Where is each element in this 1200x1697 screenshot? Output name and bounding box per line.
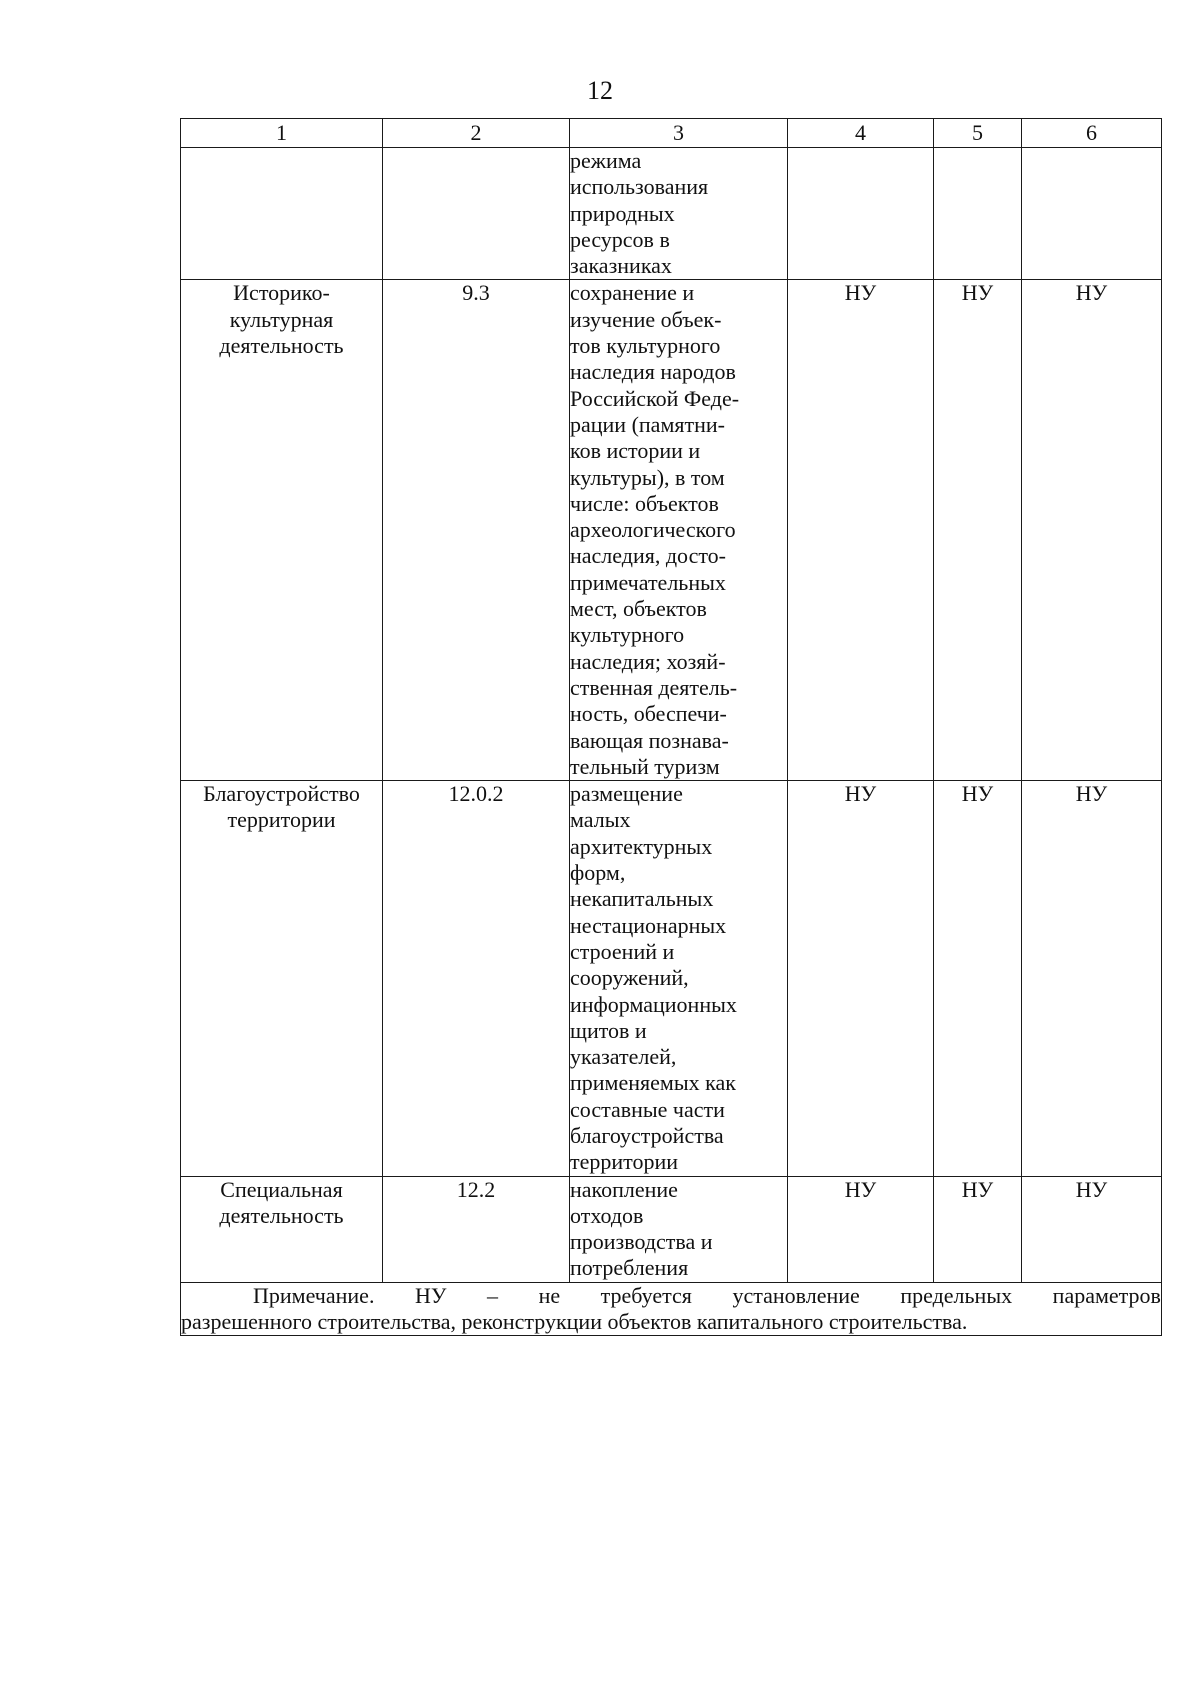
activity-name-line: Благоустройство [203, 781, 360, 807]
description-line: ность, обеспечи- [570, 701, 727, 727]
description-line: нестационарных [570, 912, 727, 938]
param-cell-6: НУ [1022, 280, 1162, 781]
description-line: территории [570, 1149, 679, 1175]
code-cell: 12.0.2 [383, 781, 570, 1176]
param-cell-4 [788, 148, 934, 280]
param-cell-5: НУ [934, 781, 1022, 1176]
description-line: режима [570, 148, 642, 173]
description-line: Российской Феде- [570, 385, 740, 411]
description-line: наследия, досто- [570, 543, 726, 569]
description-line: сооружений, [570, 965, 689, 991]
description-line: вающая познава- [570, 727, 729, 753]
description-line: тов культурного [570, 333, 721, 359]
description-cell [570, 1176, 788, 1282]
description-line: тельный туризм [570, 753, 720, 779]
param-cell-4: НУ [788, 781, 934, 1176]
description-line: составные части [570, 1096, 725, 1122]
activity-name-line: деятельность [219, 333, 344, 359]
code-cell [383, 148, 570, 280]
page-number: 12 [587, 76, 613, 105]
description-line: размещение [570, 781, 683, 807]
activity-name-cell [181, 280, 383, 781]
description-line: наследия народов [570, 359, 736, 385]
activity-name-cell [181, 148, 383, 280]
param-cell-4: НУ [788, 1176, 934, 1282]
activity-name-line: Историко- [233, 280, 330, 306]
note-word: – [487, 1282, 499, 1308]
description-line: благоустройства [570, 1122, 724, 1148]
header-cell-6: 6 [1022, 119, 1162, 148]
table-row [181, 1176, 1162, 1282]
description-line: накопление [570, 1176, 678, 1202]
table-body [181, 119, 1162, 1336]
param-cell-5: НУ [934, 280, 1022, 781]
activity-name-line: Специальная [220, 1176, 343, 1202]
activity-name-line: культурная [229, 306, 334, 332]
description-line: числе: объектов [570, 490, 719, 516]
activity-name-line: деятельность [219, 1202, 344, 1228]
description-cell [570, 781, 788, 1176]
description-line: мест, объектов [570, 596, 707, 622]
description-line: архитектурных [570, 833, 713, 859]
description-cell [570, 148, 788, 280]
description-line: культуры), в том [570, 464, 725, 490]
description-line: строений и [570, 938, 675, 964]
param-cell-6: НУ [1022, 781, 1162, 1176]
note-first-line [181, 1283, 1161, 1309]
description-line: наследия; хозяй- [570, 648, 726, 674]
note-word: не [538, 1282, 561, 1308]
description-line: использования [570, 174, 709, 200]
code-cell: 9.3 [383, 280, 570, 781]
description-line: применяемых как [570, 1070, 736, 1096]
note-row [181, 1282, 1162, 1335]
note-word: Примечание. [253, 1282, 375, 1308]
note-word: установление [732, 1282, 860, 1308]
note-word: требуется [600, 1282, 692, 1308]
description-line: ственная деятель- [570, 674, 738, 700]
description-cell [570, 280, 788, 781]
table-row [181, 781, 1162, 1176]
description-line: сохранение и [570, 280, 695, 306]
description-line: отходов [570, 1202, 644, 1228]
note-word: НУ [415, 1282, 447, 1308]
header-cell-2: 2 [383, 119, 570, 148]
description-line: малых [570, 807, 631, 833]
note-word: параметров [1052, 1282, 1161, 1308]
activity-name-cell [181, 1176, 383, 1282]
table-header-row [181, 119, 1162, 148]
header-cell-5: 5 [934, 119, 1022, 148]
header-cell-3: 3 [570, 119, 788, 148]
param-cell-5: НУ [934, 1176, 1022, 1282]
table-row [181, 280, 1162, 781]
param-cell-4: НУ [788, 280, 934, 781]
code-cell: 12.2 [383, 1176, 570, 1282]
description-line: потребления [570, 1255, 689, 1281]
param-cell-6 [1022, 148, 1162, 280]
regulations-table [180, 118, 1162, 1336]
description-line: ресурсов в [570, 226, 670, 252]
table-row [181, 148, 1162, 280]
description-line: щитов и [570, 1017, 647, 1043]
description-line: информационных [570, 991, 737, 1017]
description-line: изучение объек- [570, 306, 722, 332]
description-line: культурного [570, 622, 685, 648]
description-line: производства и [570, 1229, 713, 1255]
description-line: примечательных [570, 569, 726, 595]
description-line: некапитальных [570, 886, 714, 912]
description-line: рации (памятни- [570, 411, 725, 437]
header-cell-1: 1 [181, 119, 383, 148]
param-cell-5 [934, 148, 1022, 280]
activity-name-cell [181, 781, 383, 1176]
activity-name-line: территории [227, 807, 336, 833]
description-line: заказниках [570, 253, 672, 279]
description-line: ков истории и [570, 438, 701, 464]
description-line: археологического [570, 517, 736, 543]
description-line: форм, [570, 860, 626, 886]
note-word: предельных [900, 1282, 1013, 1308]
param-cell-6: НУ [1022, 1176, 1162, 1282]
header-cell-4: 4 [788, 119, 934, 148]
note-second-line: разрешенного строительства, реконструкции объектов капитального строительства. [181, 1308, 968, 1334]
description-line: природных [570, 200, 675, 226]
description-line: указателей, [570, 1044, 677, 1070]
note-cell [181, 1282, 1162, 1335]
